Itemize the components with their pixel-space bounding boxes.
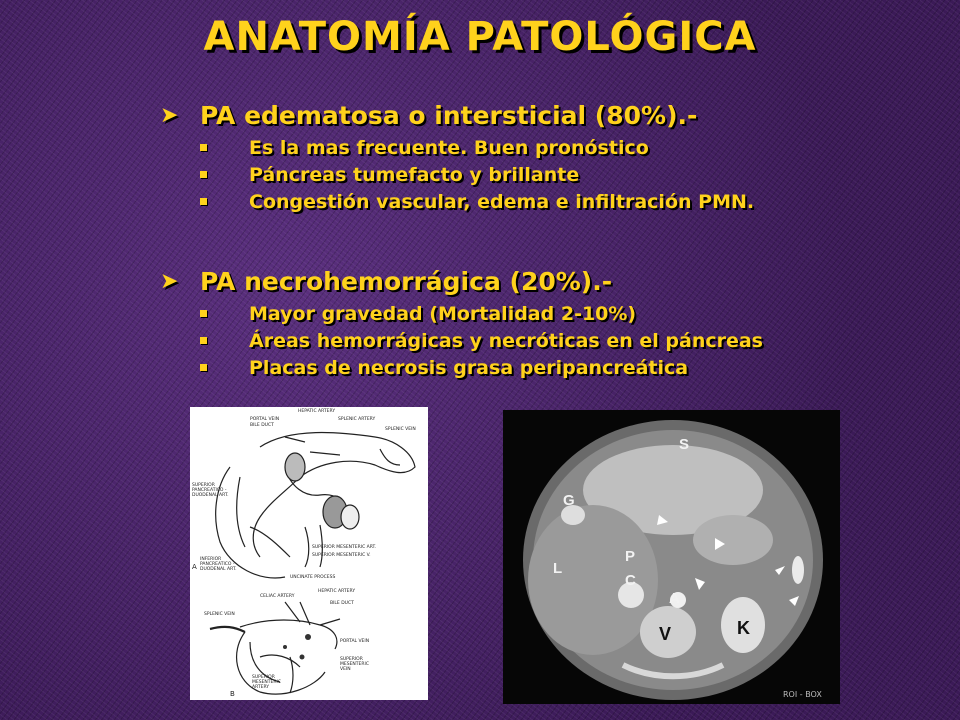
section-heading <box>160 96 754 134</box>
ct-scan-image <box>503 410 840 704</box>
square-bullet-icon <box>200 310 207 317</box>
figure-label-b: B <box>230 690 235 698</box>
arrow-bullet-icon: ➤ <box>160 102 179 128</box>
label-sup-mesenteric-vein-b: SUPERIOR MESENTERIC VEIN <box>340 657 369 672</box>
list-item-text: Es la mas frecuente. Buen pronóstico <box>249 136 649 159</box>
list-item <box>200 327 763 354</box>
list-item <box>200 161 754 188</box>
label-bile-duct: BILE DUCT <box>250 423 274 428</box>
label-splenic-vein-b: SPLENIC VEIN <box>204 612 235 617</box>
ct-label-k: K <box>737 618 750 638</box>
section-heading-text: PA necrohemorrágica (20%).- <box>200 266 613 296</box>
label-uncinate-process: UNCINATE PROCESS <box>290 575 336 580</box>
ct-label-g: G <box>563 492 575 509</box>
figure-label-a: A <box>192 563 197 571</box>
section-heading <box>160 262 763 300</box>
section-edematous <box>160 96 754 215</box>
list-item-text: Áreas hemorrágicas y necróticas en el páncreas <box>249 329 763 352</box>
ct-label-s: S <box>679 436 690 453</box>
ct-label-l: L <box>553 560 563 577</box>
label-bile-duct-b: BILE DUCT <box>330 601 354 606</box>
square-bullet-icon <box>200 364 207 371</box>
ct-corner-label: ROI - BOX <box>783 690 822 699</box>
label-hepatic-artery: HEPATIC ARTERY <box>298 409 336 414</box>
page-title: ANATOMÍA PATOLÓGICA <box>203 14 757 60</box>
section-necrohemorrhagic <box>160 262 763 381</box>
label-inf-pancreatico-duodenal: INFERIOR PANCREATICO - DUODENAL ART. <box>200 557 237 572</box>
list-item <box>200 300 763 327</box>
label-splenic-vein: SPLENIC VEIN <box>385 427 416 432</box>
label-splenic-artery: SPLENIC ARTERY <box>338 417 376 422</box>
label-sup-pancreatico-duodenal: SUPERIOR PANCREATICO - DUODENAL ART. <box>192 483 229 498</box>
arrow-bullet-icon: ➤ <box>160 268 179 294</box>
list-item <box>200 354 763 381</box>
list-item-text: Mayor gravedad (Mortalidad 2-10%) <box>249 302 637 325</box>
section-heading-text: PA edematosa o intersticial (80%).- <box>200 100 698 130</box>
label-sup-mesenteric-artery-b: SUPERIOR MESENTERIC ARTERY <box>252 675 281 690</box>
square-bullet-icon <box>200 337 207 344</box>
label-portal-vein-b: PORTAL VEIN <box>340 639 370 644</box>
ct-scan-drawing <box>503 410 840 704</box>
ct-label-p: P <box>625 548 636 565</box>
square-bullet-icon <box>200 144 207 151</box>
square-bullet-icon <box>200 171 207 178</box>
label-celiac-artery: CELIAC ARTERY <box>260 594 295 599</box>
list-item <box>200 188 754 215</box>
label-portal-vein: PORTAL VEIN <box>250 417 280 422</box>
label-sup-mesenteric-art: SUPERIOR MESENTERIC ART. <box>312 545 377 550</box>
ct-label-c: C <box>625 572 636 589</box>
list-item-text: Placas de necrosis grasa peripancreática <box>249 356 689 379</box>
ct-label-v: V <box>659 624 672 644</box>
anatomy-drawing <box>190 407 428 700</box>
pancreas-anatomy-illustration <box>190 407 428 700</box>
list-item-text: Congestión vascular, edema e infiltración PMN. <box>249 190 755 213</box>
label-hepatic-artery-b: HEPATIC ARTERY <box>318 589 356 594</box>
ct-label-a: A <box>669 590 680 607</box>
list-item <box>200 134 754 161</box>
list-item-text: Páncreas tumefacto y brillante <box>249 163 580 186</box>
label-sup-mesenteric-v: SUPERIOR MESENTERIC V. <box>312 553 371 558</box>
square-bullet-icon <box>200 198 207 205</box>
